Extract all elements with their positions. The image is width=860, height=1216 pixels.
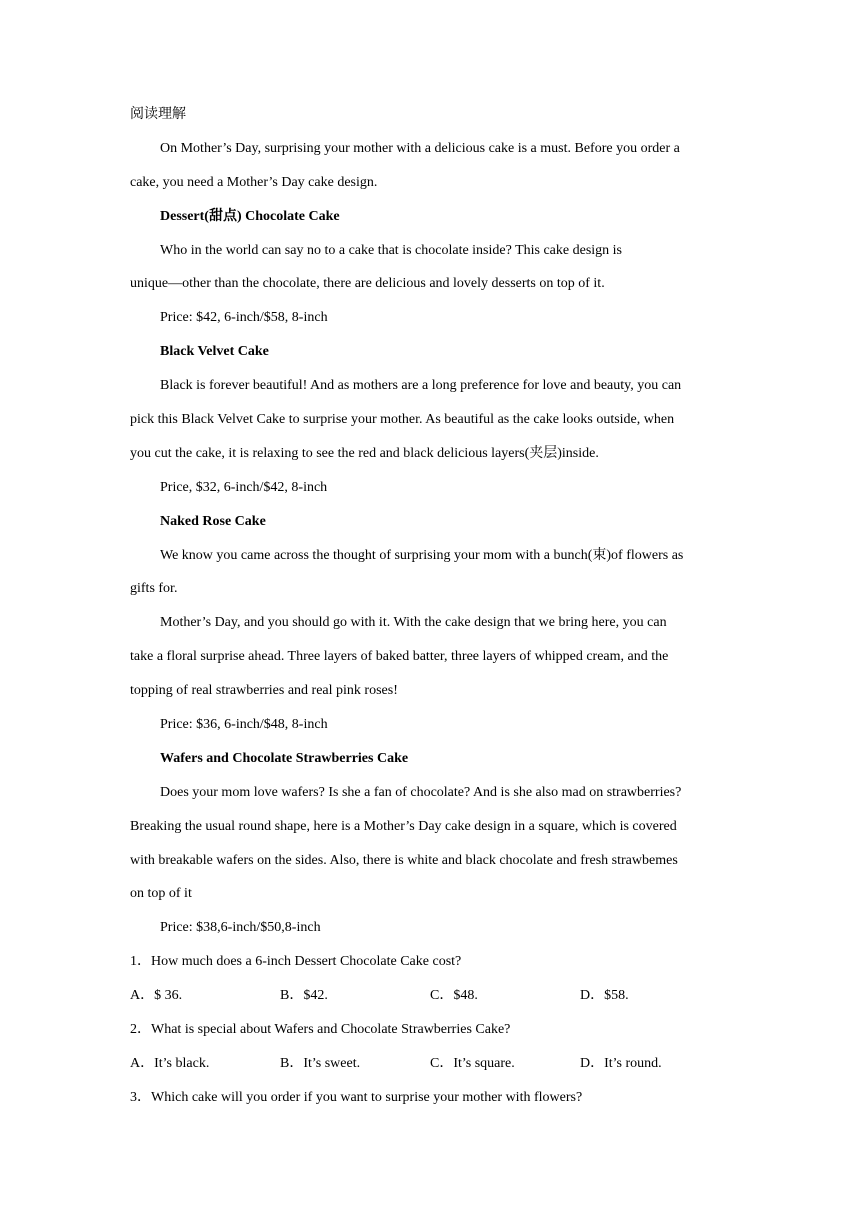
wafers-desc-3: with breakable wafers on the sides. Also, there is white and black chocolate and fresh strawbemes — [130, 852, 678, 868]
naked-rose-desc-4: take a floral surprise ahead. Three layers of baked batter, three layers of whipped cream, and the — [130, 649, 669, 665]
black-velvet-desc-3: you cut the cake, it is relaxing to see the red and black delicious layers(夹层)inside. — [130, 445, 599, 461]
black-velvet-desc-1: Black is forever beautiful! And as mothers are a long preference for love and beauty, you can — [160, 378, 682, 394]
question-1-stem: 1．How much does a 6-inch Dessert Chocolate Cake cost? — [130, 954, 462, 970]
dessert-chocolate-desc-1: Who in the world can say no to a cake that is chocolate inside? This cake design is — [160, 242, 622, 258]
naked-rose-desc-3: Mother’s Day, and you should go with it. With the cake design that we bring here, you can — [160, 615, 667, 631]
question-2-stem: 2．What is special about Wafers and Chocolate Strawberries Cake? — [130, 1022, 511, 1038]
cake-title-wafers-strawberries: Wafers and Chocolate Strawberries Cake — [160, 750, 409, 766]
question-2-option-a: A．It’s black. — [130, 1055, 210, 1071]
cake-title-dessert-chocolate: Dessert(甜点) Chocolate Cake — [160, 208, 340, 224]
question-1-option-a: A．$ 36. — [130, 988, 183, 1004]
dessert-chocolate-desc-2: unique—other than the chocolate, there are delicious and lovely desserts on top of it. — [130, 276, 605, 292]
intro-line-2: cake, you need a Mother’s Day cake design. — [130, 174, 378, 190]
intro-line-1: On Mother’s Day, surprising your mother with a delicious cake is a must. Before you order a — [160, 140, 680, 156]
naked-rose-price: Price: $36, 6-inch/$48, 8-inch — [160, 717, 328, 733]
question-1-option-c: C．$48. — [430, 988, 478, 1004]
black-velvet-desc-2: pick this Black Velvet Cake to surprise your mother. As beautiful as the cake looks outside, when — [130, 412, 675, 428]
cake-title-naked-rose: Naked Rose Cake — [160, 513, 266, 529]
question-2-options — [130, 1047, 730, 1081]
naked-rose-desc-5: topping of real strawberries and real pink roses! — [130, 683, 398, 699]
question-1-option-b: B．$42. — [280, 988, 328, 1004]
cake-title-black-velvet: Black Velvet Cake — [160, 344, 269, 360]
naked-rose-desc-2: gifts for. — [130, 581, 178, 597]
question-2-option-d: D．It’s round. — [580, 1055, 662, 1071]
wafers-desc-2: Breaking the usual round shape, here is a Mother’s Day cake design in a square, which is covered — [130, 818, 677, 834]
question-1-option-d: D．$58. — [580, 988, 629, 1004]
question-3-stem: 3．Which cake will you order if you want to surprise your mother with flowers? — [130, 1089, 583, 1105]
wafers-price: Price: $38,6-inch/$50,8-inch — [160, 920, 321, 936]
wafers-desc-4: on top of it — [130, 886, 192, 902]
section-heading: 阅读理解 — [130, 106, 186, 122]
wafers-desc-1: Does your mom love wafers? Is she a fan of chocolate? And is she also mad on strawberries? — [160, 784, 682, 800]
question-2-option-b: B．It’s sweet. — [280, 1055, 361, 1071]
naked-rose-desc-1: We know you came across the thought of surprising your mom with a bunch(束)of flowers as — [160, 547, 684, 563]
black-velvet-price: Price, $32, 6-inch/$42, 8-inch — [160, 479, 328, 495]
reading-passage — [130, 98, 730, 1115]
question-1-options — [130, 979, 730, 1013]
dessert-chocolate-price: Price: $42, 6-inch/$58, 8-inch — [160, 310, 328, 326]
question-2-option-c: C．It’s square. — [430, 1055, 515, 1071]
